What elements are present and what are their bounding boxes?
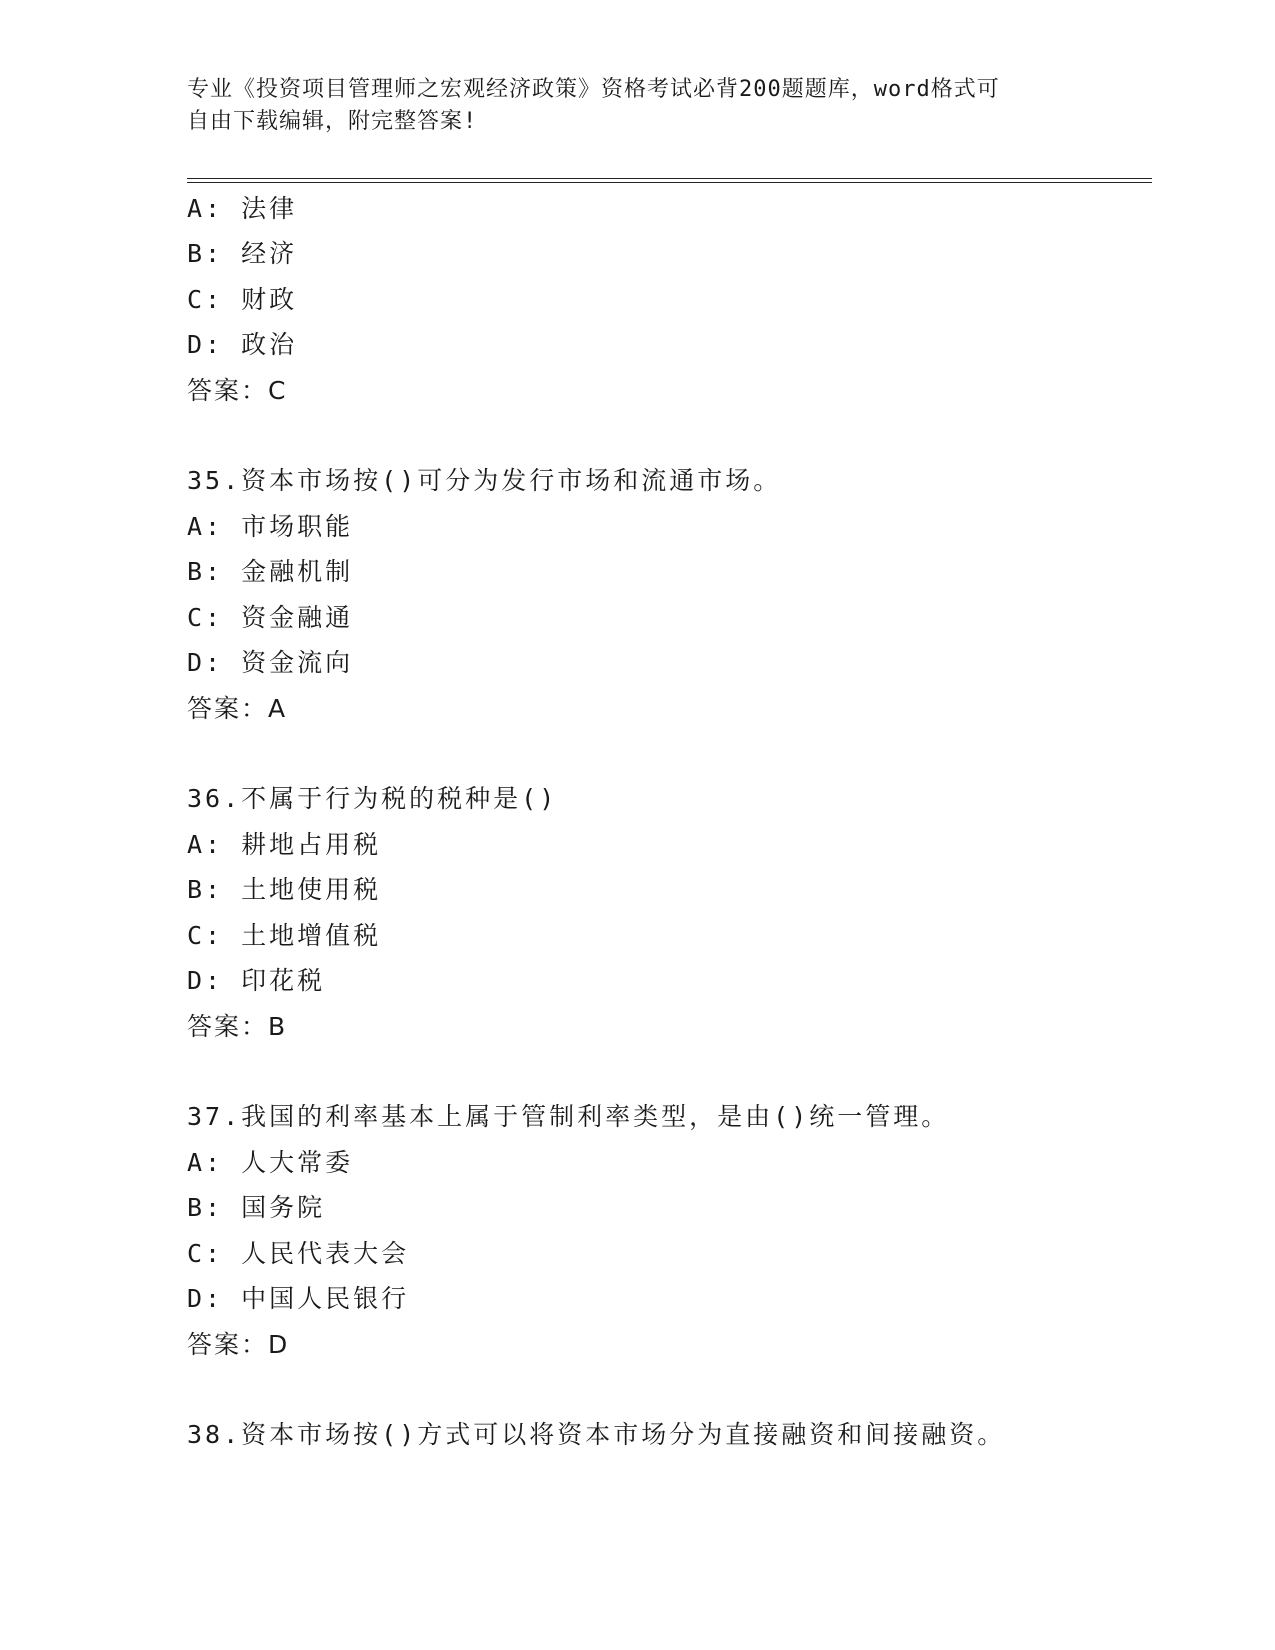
- q34-option-d: D: 政治: [187, 330, 298, 359]
- q34-option-b: B: 经济: [187, 239, 298, 268]
- q37-option-a: A: 人大常委: [187, 1148, 354, 1177]
- header-line-1: 专业《投资项目管理师之宏观经济政策》资格考试必背200题题库，word格式可: [187, 77, 1000, 102]
- q37-option-d: D: 中国人民银行: [187, 1284, 410, 1313]
- q36-option-c: C: 土地增值税: [187, 921, 382, 950]
- q38-question: 38.资本市场按()方式可以将资本市场分为直接融资和间接融资。: [187, 1420, 1006, 1449]
- q34-option-a: A: 法律: [187, 194, 298, 223]
- document-header: [187, 74, 1087, 138]
- q37-option-b: B: 国务院: [187, 1193, 326, 1222]
- q36-option-a: A: 耕地占用税: [187, 830, 382, 859]
- q37-option-c: C: 人民代表大会: [187, 1239, 410, 1268]
- q34-option-c: C: 财政: [187, 285, 298, 314]
- q36-option-d: D: 印花税: [187, 966, 326, 995]
- q35-question: 35.资本市场按()可分为发行市场和流通市场。: [187, 466, 782, 495]
- q35-option-c: C: 资金融通: [187, 603, 354, 632]
- q37-answer: 答案：D: [187, 1330, 290, 1359]
- q37-question: 37.我国的利率基本上属于管制利率类型，是由()统一管理。: [187, 1102, 950, 1131]
- q35-answer: 答案：A: [187, 694, 288, 723]
- q35-option-a: A: 市场职能: [187, 512, 354, 541]
- q36-answer: 答案：B: [187, 1012, 288, 1041]
- q36-question: 36.不属于行为税的税种是(): [187, 784, 558, 813]
- header-divider-top: [187, 178, 1152, 179]
- q34-answer: 答案：C: [187, 376, 288, 405]
- header-divider-bottom: [187, 182, 1152, 183]
- header-line-2: 自由下载编辑，附完整答案!: [187, 109, 478, 134]
- q35-option-d: D: 资金流向: [187, 648, 354, 677]
- q35-option-b: B: 金融机制: [187, 557, 354, 586]
- q36-option-b: B: 土地使用税: [187, 875, 382, 904]
